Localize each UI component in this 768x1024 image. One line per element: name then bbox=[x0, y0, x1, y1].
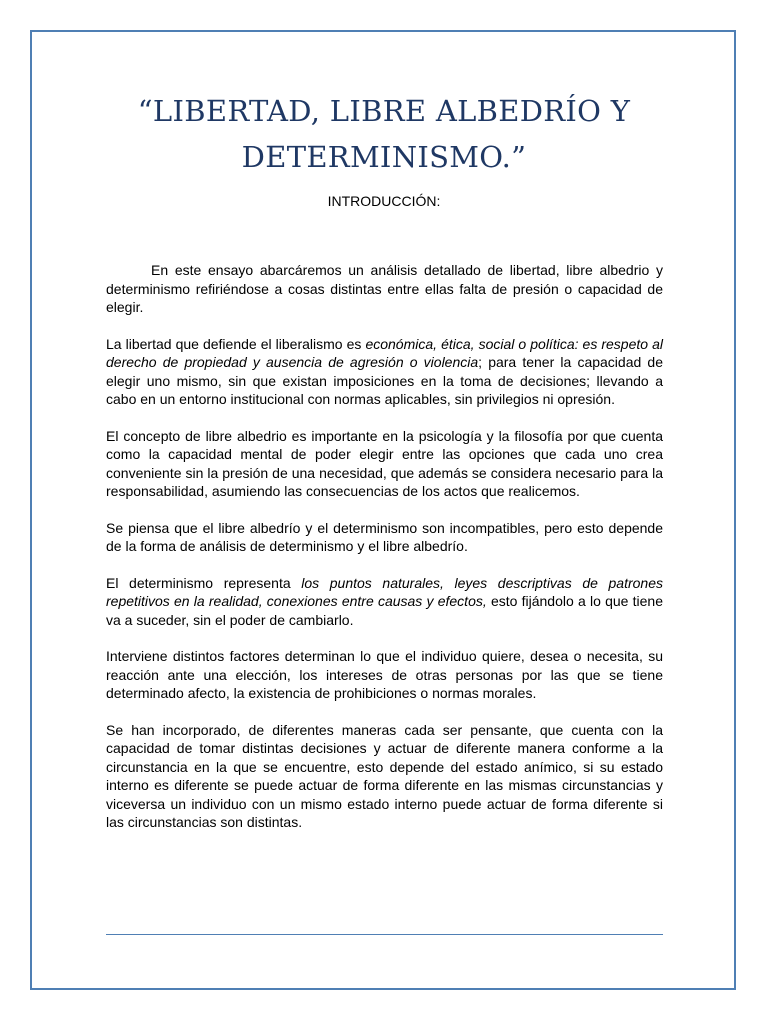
paragraph-5-text-a: El determinismo representa bbox=[106, 574, 302, 591]
footer-rule bbox=[106, 934, 663, 935]
paragraph-2-text-a: La libertad que defiende el liberalismo es bbox=[106, 335, 366, 352]
paragraph-7: Se han incorporado, de diferentes maneras cada ser pensante, que cuenta con la capacidad de tomar distintas decisiones y actuar de diferente manera conforme a la circunstancia en la que se encuentre, esto depende del estado anímico, si su estado interno es diferente se puede actuar de forma diferente en las mismas circunstancias y viceversa un individuo con un mismo estado interno puede actuar de forma diferente si las circunstancias son distintas. bbox=[106, 721, 663, 830]
paragraph-2-emphasis: económica, ética, social o política: es respeto al derecho de propiedad y ausencia de agresión o violencia bbox=[106, 335, 663, 370]
paragraph-3: El concepto de libre albedrio es importante en la psicología y la filosofía por que cuenta como la capacidad mental de poder elegir entre las opciones que cada uno crea conveniente sin la presión de una necesidad, que además se considera necesario para la responsabilidad, asumiendo las consecuencias de los actos que realicemos. bbox=[106, 427, 663, 499]
section-heading: INTRODUCCIÓN: bbox=[327, 193, 441, 209]
paragraph-5-emphasis: los puntos naturales, leyes descriptivas de patrones repetitivos en la realidad, conexiones entre causas y efectos, bbox=[106, 574, 663, 609]
paragraph-4: Se piensa que el libre albedrío y el determinismo son incompatibles, pero esto depende de la forma de análisis de determinismo y el libre albedrío. bbox=[106, 519, 663, 554]
paragraph-5-text-b: esto fijándolo a lo que tiene va a suceder, sin el poder de cambiarlo. bbox=[106, 593, 663, 628]
paragraph-5 bbox=[106, 574, 663, 630]
paragraph-6: Interviene distintos factores determinan lo que el individuo quiere, desea o necesita, su reacción ante una elección, los intereses de otras personas por las que se tiene determinado afecto, la existencia de prohibiciones o normas morales. bbox=[106, 648, 663, 701]
paragraph-2 bbox=[106, 335, 663, 409]
document-title: “LIBERTAD, LIBRE ALBEDRÍO Y DETERMINISMO.” bbox=[137, 94, 631, 174]
paragraph-1: En este ensayo abarcáremos un análisis detallado de libertad, libre albedrio y determinismo refiriéndose a cosas distintas entre ellas falta de presión o capacidad de elegir. bbox=[106, 262, 663, 315]
document-body bbox=[106, 261, 663, 850]
paragraph-2-text-b: ; para tener la capacidad de elegir uno mismo, sin que existan imposiciones en la toma de decisiones; llevando a cabo en un entorno institucional con normas aplicables, sin privilegios ni opresión. bbox=[106, 354, 663, 407]
